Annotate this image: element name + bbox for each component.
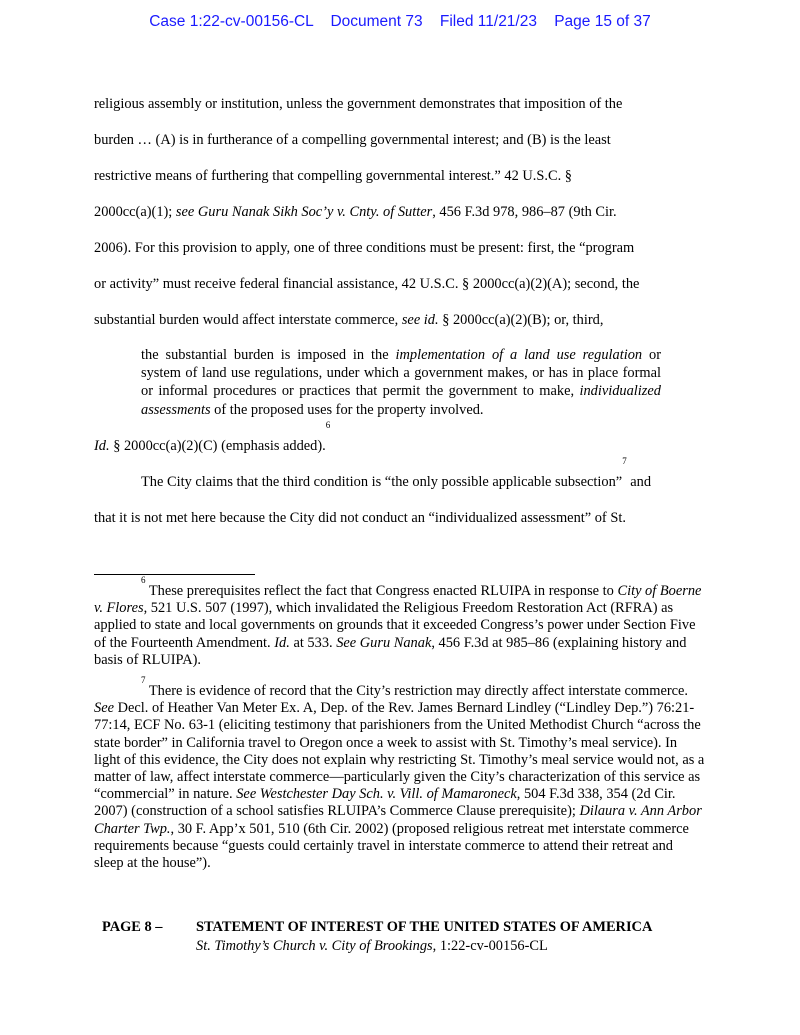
body-paragraph-1 [94,86,706,338]
page-count: Page 15 of 37 [554,13,651,30]
body-line: that it is not met here because the City did not conduct an “individualized assessment” of St. [94,510,626,526]
footnote-ref: 6 [325,420,331,430]
filed-date: Filed 11/21/23 [439,13,537,30]
citation-line: Id. § 2000cc(a)(2)(C) (emphasis added).$^6$ [94,420,331,454]
footnotes [94,575,706,886]
body-paragraph-2 [94,420,706,536]
footnote-ref: 7 [622,456,627,466]
footnote-7: $^7$ There is evidence of record that the City’s restriction may directly affect interstate commerce. See Decl. of Heather Van Meter Ex. A, Dep. of the Rev. James Bernard Lindley (“Lindley Dep.”) 76:21-77:14, ECF No. 63-1 (eliciting testimony that parishioners from the United Methodist Church “across the state border” in California travel to Oregon once a week to assist with St. Timothy’s meal service). In light of this evidence, the City does not explain why restricting St. Timothy’s meal service would not, as a matter of law, affect interstate commerce—particularly given the City’s characterization of this service as “commercial” in nature. See Westchester Day Sch. v. Vill. of Mamaroneck, 504 F.3d 338, 354 (2d Cir. 2007) (construction of a school satisfies RLUIPA’s Commerce Clause prerequisite); Dilaura v. Ann Arbor Charter Twp., 30 F. App’x 501, 510 (6th Cir. 2002) (proposed religious retreat met interstate commerce requirements because “guests could certainly travel in interstate commerce to attend their retreat and sleep at the house”). [94,675,705,872]
body-line: or activity” must receive federal financial assistance, 42 U.S.C. § 2000cc(a)(2)(A); second, the [94,276,640,292]
ecf-header [0,13,800,31]
footer-caption: St. Timothy’s Church v. City of Brookings, 1:22-cv-00156-CL [196,938,548,954]
body-line: religious assembly or institution, unless the government demonstrates that imposition of the [94,96,623,112]
footer-page-label: PAGE 8 – [102,919,163,935]
body-line: 2006). For this provision to apply, one of three conditions must be present: first, the “program [94,240,635,256]
body-line: substantial burden would affect interstate commerce, see id. § 2000cc(a)(2)(B); or, third, [94,312,604,328]
footer-title: STATEMENT OF INTEREST OF THE UNITED STATES OF AMERICA [196,919,653,935]
body-line: burden … (A) is in furtherance of a compelling governmental interest; and (B) is the least [94,132,611,148]
block-quote: the substantial burden is imposed in the implementation of a land use regulation or system of land use regulations, under which a government makes, or has in place formal or informal procedures or practices that permit the government to make, individualized assessments of the proposed uses for the property involved. [141,347,661,418]
page-footer [102,918,722,956]
body-line: restrictive means of furthering that compelling governmental interest.” 42 U.S.C. § [94,168,572,184]
body-line: 2000cc(a)(1); see Guru Nanak Sikh Soc’y v. Cnty. of Sutter, 456 F.3d 978, 986–87 (9th Cir. [94,204,617,220]
case-number: Case 1:22-cv-00156-CL [149,13,314,30]
footnote-separator [94,574,255,575]
footnote-6: $^6$ These prerequisites reflect the fact that Congress enacted RLUIPA in response to City of Boerne v. Flores, 521 U.S. 507 (1997), which invalidated the Religious Freedom Restoration Act (RFRA) as applied to state and local governments on grounds that it exceeded Congress’s power under Section Five of the Fourteenth Amendment. Id. at 533. See Guru Nanak, 456 F.3d at 985–86 (explaining history and basis of RLUIPA). [94,575,702,668]
case-cite: see Guru Nanak Sikh Soc’y v. Cnty. of Sutter [175,204,433,220]
body-line: The City claims that the third condition is “the only possible applicable subsection”$^7$ and [141,456,652,490]
document-number: Document 73 [330,13,423,30]
